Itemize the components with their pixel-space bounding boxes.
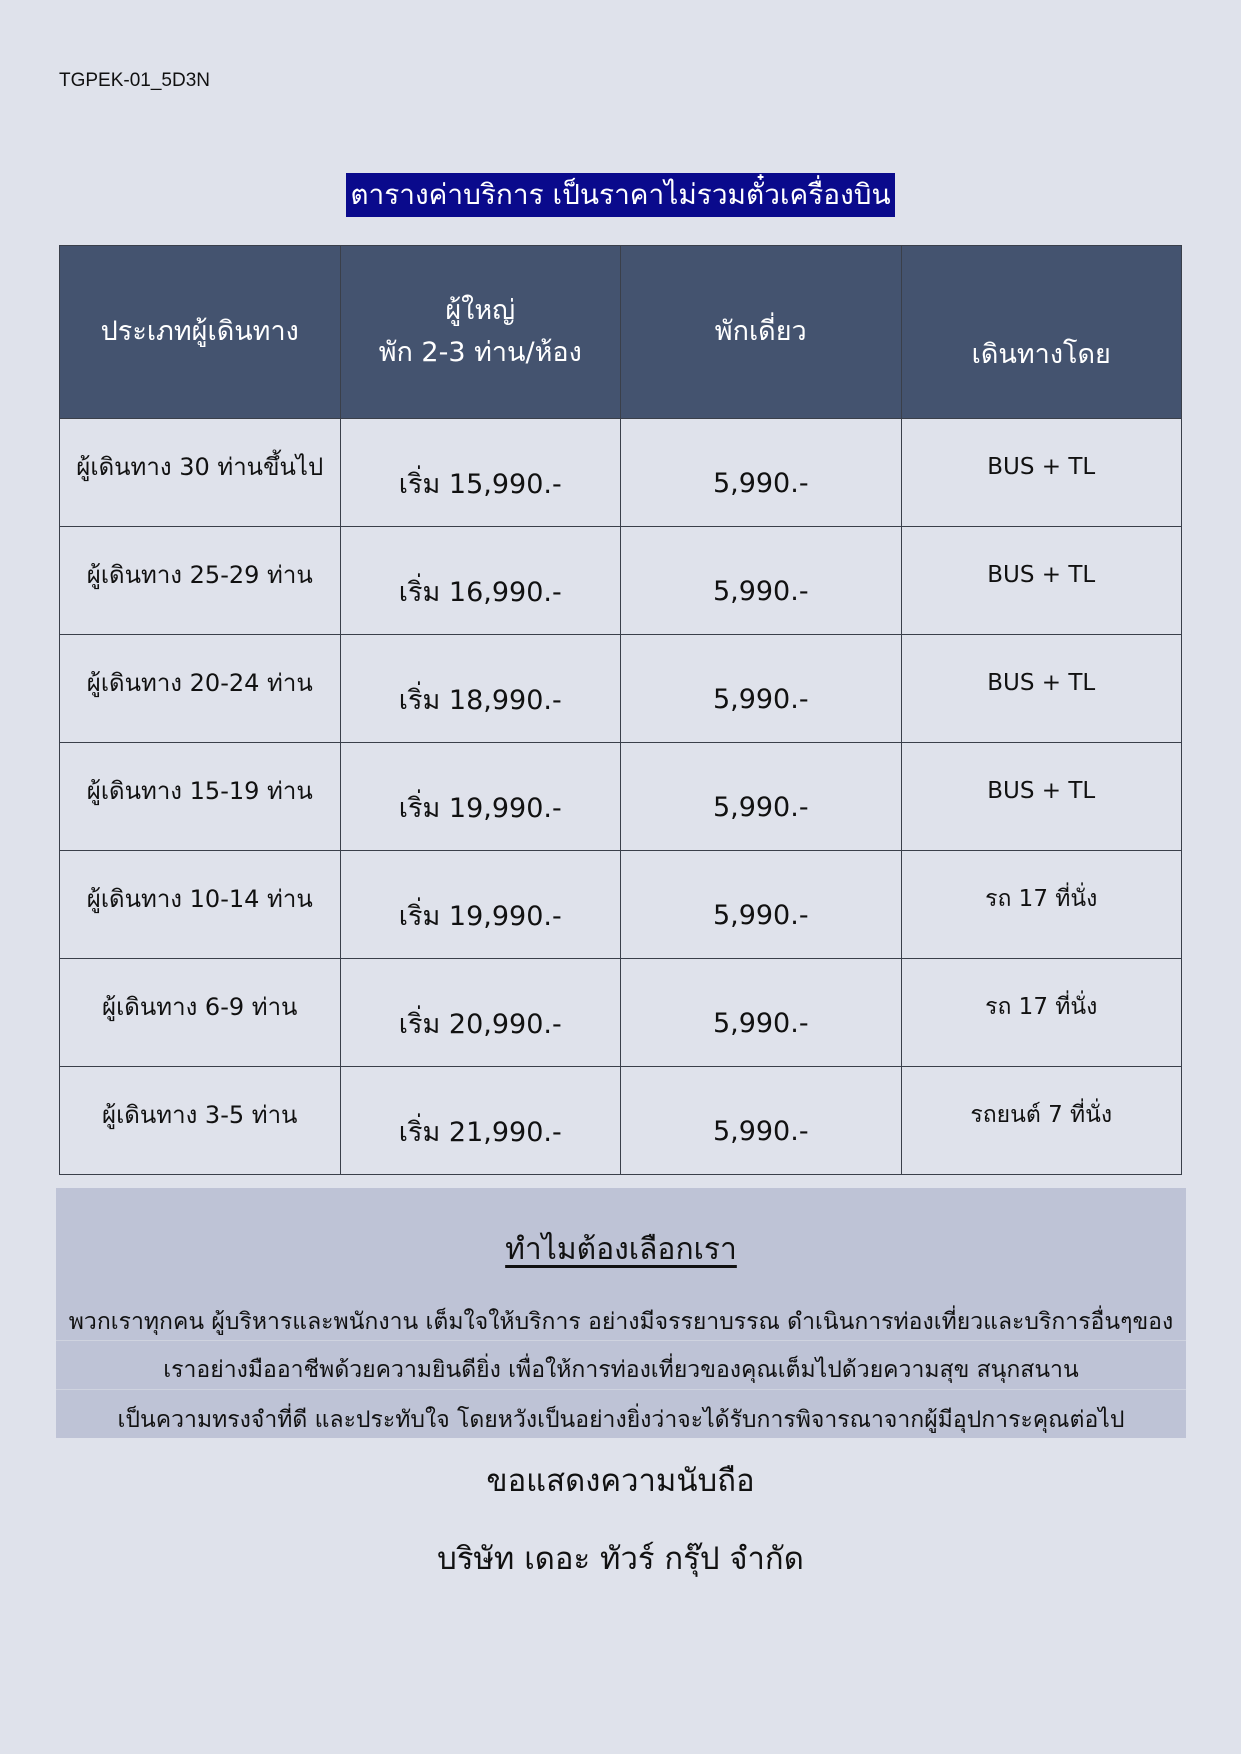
single-supplement-text: 5,990.- bbox=[712, 1008, 809, 1039]
cell-adult-price bbox=[340, 959, 621, 1067]
line-divider bbox=[56, 1340, 1186, 1341]
price-table bbox=[59, 245, 1182, 1175]
why-choose-us-line: พวกเราทุกคน ผู้บริหารและพนักงาน เต็มใจให้บริการ อย่างมีจรรยาบรรณ ดำเนินการท่องเที่ยวและบริการอื่นๆของ bbox=[68, 1309, 1174, 1335]
cell-adult-price bbox=[340, 635, 621, 743]
table-row bbox=[60, 527, 1182, 635]
header-transport-label: เดินทางโดย bbox=[971, 339, 1111, 370]
table-header-row bbox=[60, 246, 1182, 419]
header-adult-label: ผู้ใหญ่ bbox=[445, 295, 516, 326]
transport-text: รถ 17 ที่นั่ง bbox=[985, 885, 1098, 912]
cell-single-supplement bbox=[621, 527, 902, 635]
cell-single-supplement bbox=[621, 1067, 902, 1175]
table-row bbox=[60, 635, 1182, 743]
single-supplement-text: 5,990.- bbox=[712, 468, 809, 499]
header-transport bbox=[901, 246, 1182, 419]
header-adult bbox=[340, 246, 621, 419]
table-row bbox=[60, 743, 1182, 851]
single-supplement-text: 5,990.- bbox=[712, 900, 809, 931]
cell-single-supplement bbox=[621, 635, 902, 743]
header-adult-sublabel: พัก 2-3 ท่าน/ห้อง bbox=[378, 337, 582, 368]
cell-traveler-type bbox=[60, 527, 341, 635]
cell-adult-price bbox=[340, 419, 621, 527]
page-title: ตารางค่าบริการ เป็นราคาไม่รวมตั๋วเครื่องบิน bbox=[346, 173, 894, 217]
cell-traveler-type bbox=[60, 743, 341, 851]
company-name: บริษัท เดอะ ทัวร์ กรุ๊ป จำกัด bbox=[437, 1541, 804, 1577]
closing-regards: ขอแสดงความนับถือ bbox=[486, 1463, 755, 1499]
cell-traveler-type bbox=[60, 635, 341, 743]
table-row bbox=[60, 959, 1182, 1067]
transport-text: BUS + TL bbox=[987, 777, 1096, 804]
why-choose-us-title: ทำไมต้องเลือกเรา bbox=[505, 1232, 737, 1267]
cell-transport bbox=[901, 959, 1182, 1067]
traveler-type-text: ผู้เดินทาง 3-5 ท่าน bbox=[102, 1101, 298, 1129]
cell-adult-price bbox=[340, 1067, 621, 1175]
adult-price-text: เริ่ม 21,990.- bbox=[398, 1117, 562, 1148]
header-single-label: พักเดี่ยว bbox=[714, 316, 807, 347]
cell-transport bbox=[901, 635, 1182, 743]
traveler-type-text: ผู้เดินทาง 25-29 ท่าน bbox=[86, 561, 313, 589]
traveler-type-text: ผู้เดินทาง 20-24 ท่าน bbox=[86, 669, 313, 697]
cell-transport bbox=[901, 527, 1182, 635]
cell-adult-price bbox=[340, 743, 621, 851]
cell-adult-price bbox=[340, 851, 621, 959]
header-single bbox=[621, 246, 902, 419]
cell-adult-price bbox=[340, 527, 621, 635]
adult-price-text: เริ่ม 20,990.- bbox=[398, 1009, 562, 1040]
cell-single-supplement bbox=[621, 959, 902, 1067]
single-supplement-text: 5,990.- bbox=[712, 576, 809, 607]
adult-price-text: เริ่ม 18,990.- bbox=[398, 685, 562, 716]
cell-traveler-type bbox=[60, 959, 341, 1067]
why-choose-us-line: เป็นความทรงจำที่ดี และประทับใจ โดยหวังเป็นอย่างยิ่งว่าจะได้รับการพิจารณาจากผู้มีอุปการะคุณต่อไป bbox=[117, 1407, 1125, 1433]
document-code: TGPEK-01_5D3N bbox=[59, 70, 211, 91]
why-choose-us-section bbox=[56, 1188, 1186, 1438]
cell-transport bbox=[901, 743, 1182, 851]
cell-transport bbox=[901, 1067, 1182, 1175]
transport-text: BUS + TL bbox=[987, 669, 1096, 696]
transport-text: BUS + TL bbox=[987, 453, 1096, 480]
adult-price-text: เริ่ม 16,990.- bbox=[398, 577, 562, 608]
adult-price-text: เริ่ม 15,990.- bbox=[398, 469, 562, 500]
traveler-type-text: ผู้เดินทาง 10-14 ท่าน bbox=[86, 885, 313, 913]
transport-text: รถ 17 ที่นั่ง bbox=[985, 993, 1098, 1020]
single-supplement-text: 5,990.- bbox=[712, 684, 809, 715]
title-container bbox=[0, 173, 1241, 217]
traveler-type-text: ผู้เดินทาง 30 ท่านขึ้นไป bbox=[76, 453, 324, 481]
adult-price-text: เริ่ม 19,990.- bbox=[398, 901, 562, 932]
single-supplement-text: 5,990.- bbox=[712, 1116, 809, 1147]
traveler-type-text: ผู้เดินทาง 15-19 ท่าน bbox=[86, 777, 313, 805]
cell-traveler-type bbox=[60, 1067, 341, 1175]
cell-transport bbox=[901, 419, 1182, 527]
cell-single-supplement bbox=[621, 851, 902, 959]
transport-text: รถยนต์ 7 ที่นั่ง bbox=[970, 1101, 1113, 1128]
header-traveler-type-label: ประเภทผู้เดินทาง bbox=[100, 316, 299, 347]
cell-traveler-type bbox=[60, 419, 341, 527]
why-choose-us-line: เราอย่างมืออาชีพด้วยความยินดียิ่ง เพื่อให้การท่องเที่ยวของคุณเต็มไปด้วยความสุข สนุกสนาน bbox=[163, 1357, 1079, 1383]
header-traveler-type bbox=[60, 246, 341, 419]
table-row bbox=[60, 851, 1182, 959]
cell-single-supplement bbox=[621, 419, 902, 527]
cell-transport bbox=[901, 851, 1182, 959]
adult-price-text: เริ่ม 19,990.- bbox=[398, 793, 562, 824]
single-supplement-text: 5,990.- bbox=[712, 792, 809, 823]
cell-single-supplement bbox=[621, 743, 902, 851]
cell-traveler-type bbox=[60, 851, 341, 959]
line-divider bbox=[56, 1389, 1186, 1390]
table-row bbox=[60, 1067, 1182, 1175]
traveler-type-text: ผู้เดินทาง 6-9 ท่าน bbox=[102, 993, 298, 1021]
table-row bbox=[60, 419, 1182, 527]
transport-text: BUS + TL bbox=[987, 561, 1096, 588]
